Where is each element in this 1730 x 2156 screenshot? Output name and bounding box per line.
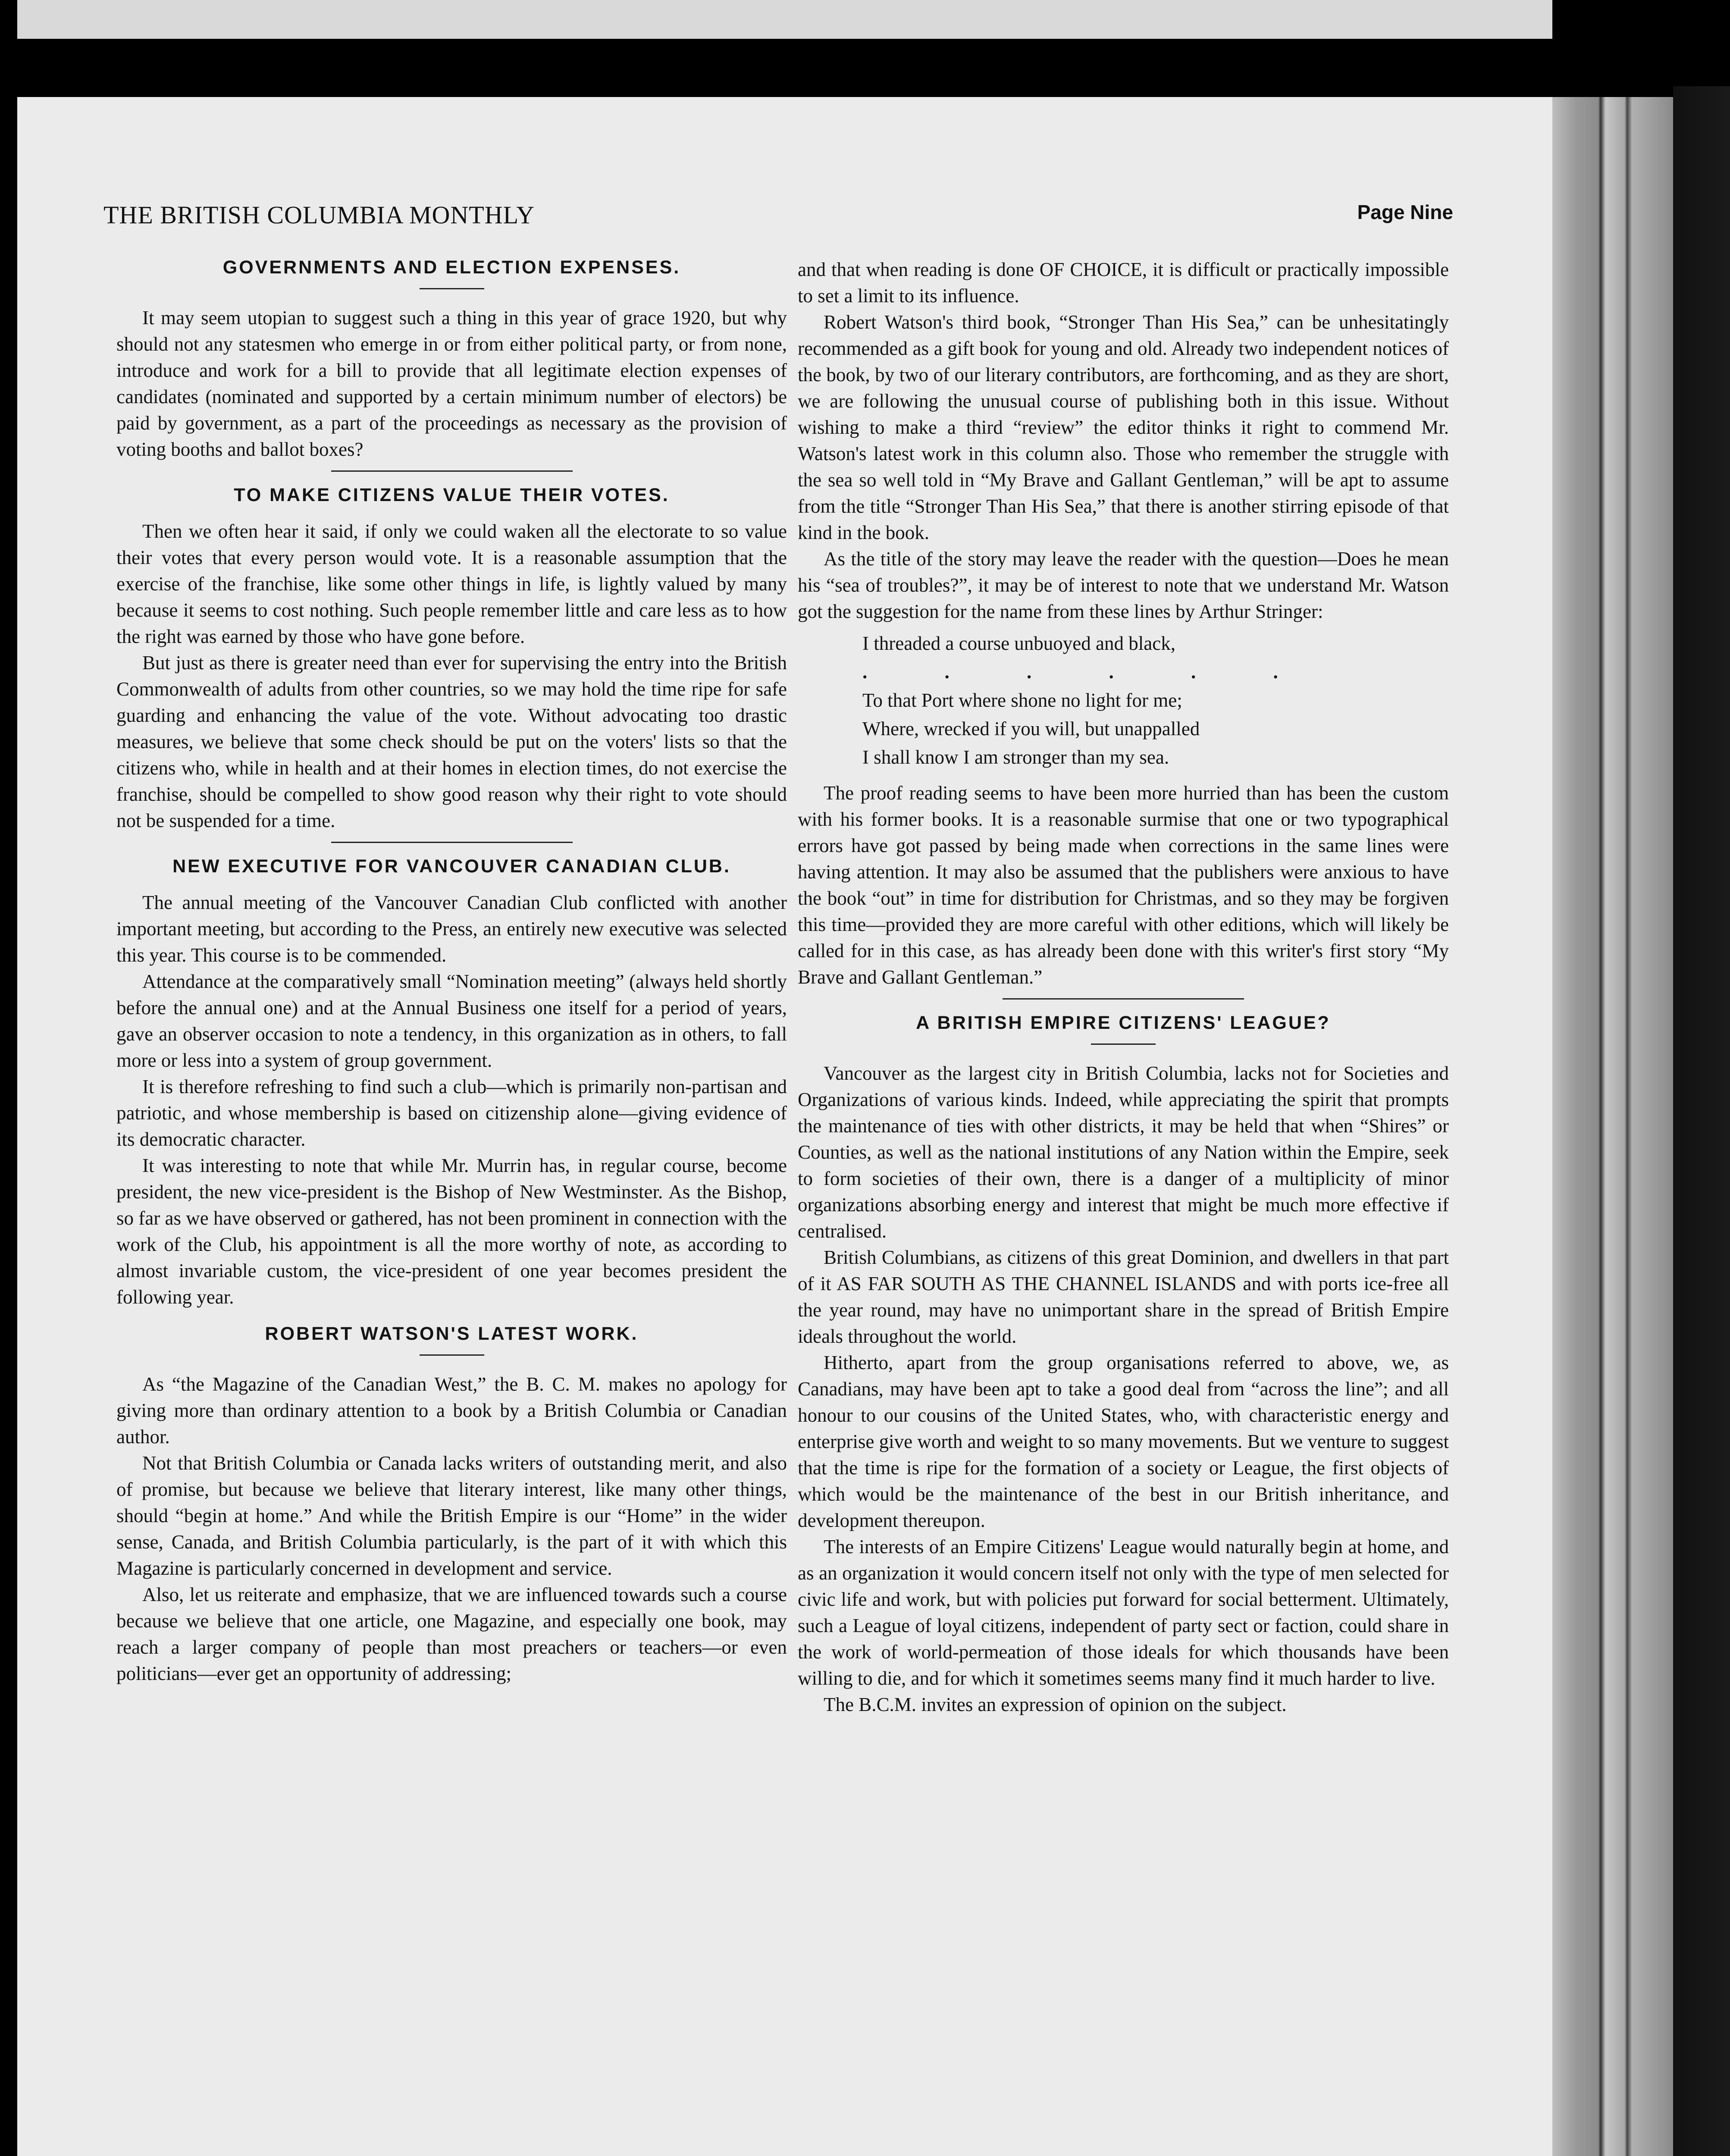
article-paragraph: But just as there is greater need than ever for supervising the entry into the British Commonwealth of adults from other countries, so we may hold the time ripe for safe guarding and enhancing the value of the vote. Without advocating too drastic measures, we believe that some check should be put on the voters' lists so that the citizens who, while in health and at their homes in election times, do not exercise the franchise, should be compelled to show good reason why their right to vote should not be suspended for a time.	[116, 652, 787, 831]
poem-line: Where, wrecked if you will, but unappalled	[862, 718, 1200, 740]
article-paragraph: The annual meeting of the Vancouver Canadian Club conflicted with another important meeting, but according to the Press, an entirely new executive was selected this year. This course is to be commended.	[116, 892, 787, 966]
film-top-strip	[0, 0, 1552, 39]
article-empire-league	[798, 1010, 1449, 1718]
article-heading: ROBERT WATSON'S LATEST WORK.	[265, 1323, 639, 1344]
article-paragraph: Hitherto, apart from the group organisations referred to above, we, as Canadians, may have been apt to take a good deal from “across the line”; and all honour to our cousins of the United States, who, with characteristic energy and enterprise give worth and weight to so many movements. But we venture to suggest that the time is ripe for the formation of a society or League, the first objects of which would be the maintenance of the best in our British inheritance, and development thereupon.	[798, 1352, 1449, 1531]
article-heading: TO MAKE CITIZENS VALUE THEIR VOTES.	[234, 485, 670, 505]
section-divider	[331, 842, 573, 843]
article-paragraph: The B.C.M. invites an expression of opinion on the subject.	[824, 1694, 1287, 1715]
article-paragraph: Attendance at the comparatively small “Nomination meeting” (always held shortly before the annual one) and at the Annual Business one itself for a period of years, gave an observer occasion to note a tendency, in this organization as in others, to fall more or less into a system of group government.	[116, 971, 787, 1071]
heading-rule	[420, 1354, 484, 1356]
article-paragraph: As the title of the story may leave the reader with the question—Does he mean his “sea of troubles?”, it may be of interest to note that we understand Mr. Watson got the suggestion for the name from these lines by Arthur Stringer:	[798, 548, 1449, 622]
article-heading: GOVERNMENTS AND ELECTION EXPENSES.	[223, 257, 681, 278]
right-column	[798, 257, 1449, 1718]
poem-ellipsis: . . . . . .	[862, 661, 1314, 683]
article-watson-continued	[798, 257, 1449, 990]
poem-quote	[862, 629, 1449, 771]
section-divider	[1003, 998, 1244, 1000]
article-paragraph: It was interesting to note that while Mr. Murrin has, in regular course, become president, the new vice-president is the Bishop of New Westminster. As the Bishop, so far as we have observed or gathered, has not been prominent in connection with the work of the Club, his appointment is all the more worthy of note, as according to almost invariable custom, the vice-president of one year becomes president the following year.	[116, 1155, 787, 1308]
article-paragraph: As “the Magazine of the Canadian West,” the B. C. M. makes no apology for giving more than ordinary attention to a book by a British Columbia or Canadian author.	[116, 1373, 787, 1448]
poem-line: To that Port where shone no light for me;	[862, 689, 1182, 711]
article-paragraph: British Columbians, as citizens of this great Dominion, and dwellers in that part of it AS FAR SOUTH AS THE CHANNEL ISLANDS and with ports ice-free all the year round, may have no unimportant share in the spread of British Empire ideals throughout the world.	[798, 1247, 1449, 1347]
heading-rule	[1091, 1044, 1156, 1045]
book-page-edges	[1552, 97, 1673, 2156]
article-heading: NEW EXECUTIVE FOR VANCOUVER CANADIAN CLUB.	[172, 856, 731, 877]
heading-rule	[420, 288, 484, 289]
article-citizens-votes	[116, 482, 787, 834]
article-paragraph: and that when reading is done OF CHOICE, it is difficult or practically impossible to set a limit to its influence.	[798, 259, 1449, 307]
left-column	[116, 254, 787, 1687]
page-number: Page Nine	[1357, 201, 1453, 223]
book-binding-shadow	[1673, 86, 1730, 2156]
article-watson	[116, 1321, 787, 1687]
article-paragraph: The proof reading seems to have been more hurried than has been the custom with his former books. It is a reasonable surmise that one or two typographical errors have got passed by being made when corrections in the same lines were having attention. It may also be assumed that the publishers were anxious to have the book “out” in time for distribution for Christmas, and so they may be forgiven this time—provided they are more careful with other editions, which will likely be called for in this case, as has already been done with this writer's first story “My Brave and Gallant Gentleman.”	[798, 782, 1449, 988]
article-paragraph: Vancouver as the largest city in British Columbia, lacks not for Societies and Organizations of various kinds. Indeed, while appreciating the spirit that prompts the maintenance of ties with other districts, it may be held that when “Shires” or Counties, as well as the national institutions of any Nation within the Empire, seek to form societies of their own, there is a danger of a multiplicity of minor organizations absorbing energy and interest that might be much more effective if centralised.	[798, 1062, 1449, 1242]
article-governments	[116, 254, 787, 463]
film-left-edge	[0, 0, 17, 2156]
poem-line: I shall know I am stronger than my sea.	[862, 746, 1169, 768]
article-canadian-club	[116, 853, 787, 1310]
article-paragraph: It is therefore refreshing to find such a club—which is primarily non-partisan and patriotic, and whose membership is based on citizenship alone—giving evidence of its democratic character.	[116, 1076, 787, 1150]
journal-title: THE BRITISH COLUMBIA MONTHLY	[103, 201, 535, 229]
article-paragraph: It may seem utopian to suggest such a thing in this year of grace 1920, but why should not any statesmen who emerge in or from either political party, or from none, introduce and work for a bill to provide that all legitimate election expenses of candidates (nominated and supported by a certain minimum number of electors) be paid by government, as a part of the proceedings as necessary as the provision of voting booths and ballot boxes?	[116, 307, 787, 460]
section-divider	[331, 470, 573, 472]
article-paragraph: The interests of an Empire Citizens' League would naturally begin at home, and as an organization it would concern itself not only with the type of men selected for civic life and work, but with policies put forward for social betterment. Ultimately, such a League of loyal citizens, independent of party sect or faction, could share in the work of world-permeation of those ideals for which thousands have been willing to die, and for which it sometimes seems many find it much harder to live.	[798, 1536, 1449, 1689]
page-header	[103, 201, 1453, 235]
article-paragraph: Then we often hear it said, if only we could waken all the electorate to so value their votes that every person would vote. It is a reasonable assumption that the exercise of the franchise, like some other things in life, is lightly valued by many because it seems to cost nothing. Such people remember little and care less as to how the right was earned by those who have gone before.	[116, 520, 787, 647]
article-paragraph: Robert Watson's third book, “Stronger Than His Sea,” can be unhesitatingly recommended as a gift book for young and old. Already two independent notices of the book, by two of our literary contributors, are forthcoming, and as they are short, we are following the unusual course of publishing both in this issue. Without wishing to make a third “review” the editor thinks it right to commend Mr. Watson's latest work in this column also. Those who remember the struggle with the sea so well told in “My Brave and Gallant Gentleman,” will be apt to assume from the title “Stronger Than His Sea,” that there is another stirring episode of that kind in the book.	[798, 311, 1449, 543]
article-heading: A BRITISH EMPIRE CITIZENS' LEAGUE?	[916, 1012, 1331, 1033]
article-paragraph: Also, let us reiterate and emphasize, that we are influenced towards such a course because we believe that one article, one Magazine, and especially one book, may reach a larger company of people than most preachers or teachers—or even politicians—ever get an opportunity of addressing;	[116, 1584, 787, 1684]
article-paragraph: Not that British Columbia or Canada lacks writers of outstanding merit, and also of promise, but because we believe that literary interest, like many other things, should “begin at home.” And while the British Empire is our “Home” in the wider sense, Canada, and British Columbia particularly, is the part of it with which this Magazine is particularly concerned in development and service.	[116, 1452, 787, 1579]
poem-line: I threaded a course unbuoyed and black,	[862, 633, 1175, 654]
